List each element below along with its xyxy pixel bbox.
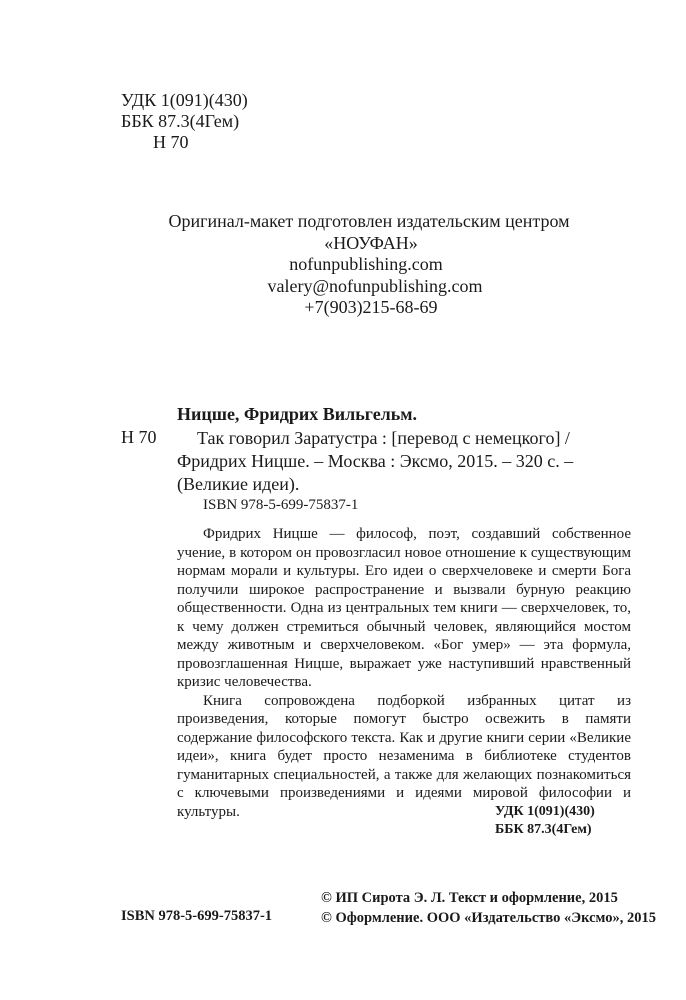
udk-code: УДК 1(091)(430) xyxy=(121,90,248,110)
description-line: (Великие идеи). xyxy=(177,474,300,494)
copyright-line: © ИП Сирота Э. Л. Текст и оформление, 2015 xyxy=(321,890,618,906)
description-line: Так говорил Заратустра : [перевод с немецкого] / xyxy=(197,428,570,448)
author-heading: Ницше, Фридрих Вильгельм. xyxy=(177,404,418,424)
copyright-line: © Оформление. ООО «Издательство «Эксмо», 2015 xyxy=(321,910,656,926)
publisher-email: valery@nofunpublishing.com xyxy=(267,275,483,296)
annotation-paragraph: Книга сопровождена подборкой избранных цитат из произведения, которые помогут быстро освежить в памяти содержание философского текста. Как и другие книги серии «Великие идеи», книга будет просто незаменима в библиотеке студентов гуманитарных специальностей, а также для желающих познакомиться с ключевыми произведениями и идеями мировой философии и культуры. xyxy=(177,692,631,820)
annotation xyxy=(177,525,631,821)
bbk-code-bottom: ББК 87.3(4Гем) xyxy=(495,822,592,837)
publisher-block xyxy=(0,211,686,319)
udk-code-bottom: УДК 1(091)(430) xyxy=(495,804,595,819)
copyright-block xyxy=(321,888,656,928)
description-line: Фридрих Ницше. – Москва : Эксмо, 2015. – 320 с. – xyxy=(177,451,574,471)
publisher-line: Оригинал-макет подготовлен издательским центром xyxy=(168,211,570,231)
bibliographic-description xyxy=(177,427,632,496)
classification-top xyxy=(121,90,248,153)
bbk-code: ББК 87.3(4Гем) xyxy=(121,111,240,131)
author-mark: Н 70 xyxy=(153,132,189,152)
classification-bottom xyxy=(495,803,595,839)
publisher-name: «НОУФАН» xyxy=(324,232,418,253)
annotation-paragraph: Фридрих Ницше — философ, поэт, создавший собственное учение, в котором он провозгласил новое отношение к существующим нормам морали и культуры. Его идеи о сверхчеловеке и смерти Бога получили широкое распространение и вызвали бурную реакцию общественности. Одна из центральных тем книги — сверхчеловек, то, к чему должен стремиться обычный человек, являющийся мостом между животным и сверхчеловеком. «Бог умер» — эта формула, провозглашенная Ницше, выражает уже наступивший нравственный кризис человечества. xyxy=(177,526,631,690)
publisher-phone: +7(903)215-68-69 xyxy=(304,297,438,317)
publisher-website: nofunpublishing.com xyxy=(289,254,443,274)
isbn-footer: ISBN 978-5-699-75837-1 xyxy=(121,908,273,924)
bib-author-mark: Н 70 xyxy=(121,427,157,447)
isbn-record: ISBN 978-5-699-75837-1 xyxy=(203,497,359,513)
